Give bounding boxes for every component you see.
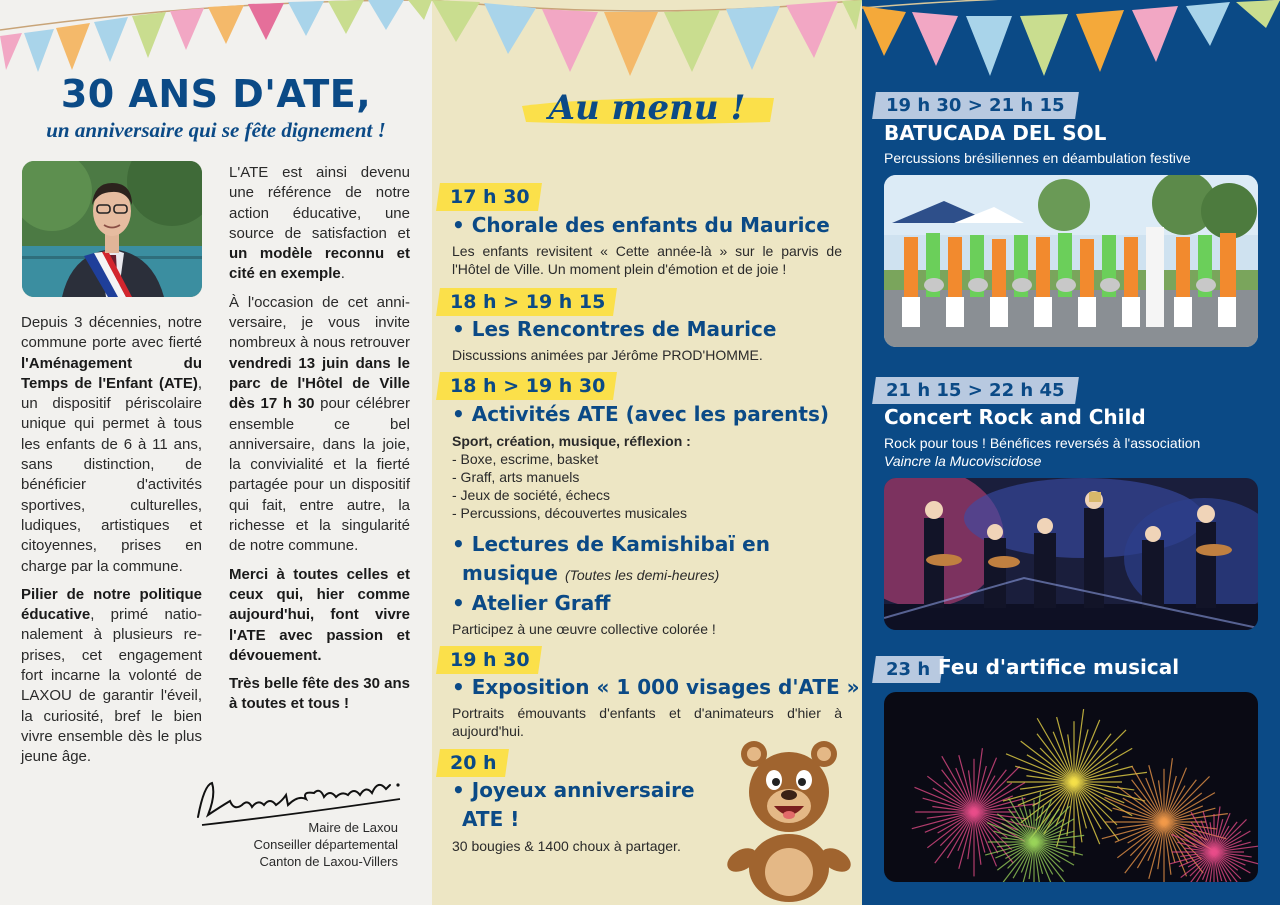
activity-description: Portraits émouvants d'enfants et d'animateurs d'hier à aujourd'hui. [452,705,842,739]
edito-paragraph: Depuis 3 décennies, notre commune porte avec fierté l'Aménagement du Temps de l'Enfant (ATE), un dispositif périscolaire unique qui permet à tous les enfants de 6 à 11 ans, sans distinction, de bénéficier d'activités sportives, culturelles, ludiques, artistiques et citoyennes, prises en charge par la commune. [21,314,202,575]
activity-title-chorale: • Chorale des enfants du Maurice [452,213,830,237]
concert-photo [884,478,1258,630]
activity-title-anniversaire: • Joyeux anniversaire [452,778,695,802]
page-title: 30 ANS D'ATE, [60,72,372,116]
time-badge: 19 h 30 > 21 h 15 [872,92,1078,119]
edito-paragraph: À l'occasion de cet anniversaire, je vous invite nombreux à nous retrouver vendredi 13 juin dans le parc de l'Hôtel de Ville dès 17 h 30 pour célébrer ensemble ce bel anniversaire, dans la joie, la convivialité et la fierté partagée pour un dispositif qui fait, entre autre, la richesse et la singularité de notre commune. [229,293,410,555]
edito-paragraph: L'ATE est ainsi devenu une référence de notre action éducative, une source de satisfaction et un modèle reconnu et cité en exemple. [229,164,410,283]
event-description: Percussions brésiliennes en déambulation festive [884,150,1191,166]
activity-description: Discussions animées par Jérôme PROD'HOMME. [452,347,763,363]
page-subtitle: un anniversaire qui se fête dignement ! [46,118,386,142]
bunting-decoration [432,0,862,90]
activity-list-item: - Boxe, escrime, basket [452,451,599,467]
evening-panel [862,0,1280,905]
edito-paragraph: Pilier de notre politique éducative, primé nationalement à plusieurs reprises, cet engagement fort incarne la volonté de LAXOU de garantir l'éveil, la curiosité, bref le bien vivre ensemble dès le plus jeune âge. [21,585,202,766]
time-badge: 21 h 15 > 22 h 45 [872,377,1078,404]
bunting-decoration [862,0,1280,80]
menu-title: Au menu ! [548,88,746,128]
activity-description: Participez à une œuvre collective colorée ! [452,621,716,637]
activity-title-kamishibai-2: musique (Toutes les demi-heures) [462,561,720,585]
edito-column-2 [229,163,410,723]
activity-title-exposition: • Exposition « 1 000 visages d'ATE » [452,675,860,699]
edito-column-1 [21,313,202,776]
activity-list-item: - Graff, arts manuels [452,469,580,485]
activity-description: Les enfants revisitent « Cette année-là » sur le parvis de l'Hôtel de Ville. Un moment plein d'émotion et de joie ! [452,243,842,277]
time-badge: 23 h [872,656,944,683]
event-description: Rock pour tous ! Bénéfices reversés à l'association Vaincre la Mucoviscidose [884,435,1201,469]
edito-closing: Très belle fête des 30 ans à toutes et tous ! [229,675,410,713]
activity-list-item: - Jeux de société, échecs [452,487,610,503]
activity-title-ate: • Activités ATE (avec les parents) [452,402,830,426]
fireworks-photo [884,692,1258,882]
activity-list-title: Sport, création, musique, réflexion : [452,433,691,449]
activity-list-item: - Percussions, découvertes musicales [452,505,687,521]
signatory: Maire de Laxou Conseiller départemental Canton de Laxou-Villers [253,820,398,869]
activity-title-graff: • Atelier Graff [452,591,611,615]
activity-title-anniversaire-2: ATE ! [462,807,520,831]
menu-panel [432,0,862,905]
batucada-photo [884,175,1258,347]
edito-panel [0,0,432,905]
event-title-concert: Concert Rock and Child [884,405,1146,429]
event-title-fireworks: Feu d'artifice musical [938,655,1180,679]
time-badge: 18 h > 19 h 15 [436,288,617,316]
time-badge: 19 h 30 [436,646,542,674]
edito-thanks: Merci à toutes celles et ceux qui, hier comme aujourd'hui, font vivre l'ATE avec passion et dévouement. [229,565,410,664]
mayor-photo [22,161,202,297]
time-badge: 18 h > 19 h 30 [436,372,617,400]
time-badge: 17 h 30 [436,183,542,211]
activity-title-kamishibai: • Lectures de Kamishibaï en [452,532,770,556]
event-title-batucada: BATUCADA DEL SOL [884,121,1107,145]
bear-mascot-illustration [722,740,857,905]
activity-description: 30 bougies & 1400 choux à partager. [452,838,681,854]
time-badge: 20 h [436,749,509,777]
activity-title-rencontres: • Les Rencontres de Maurice [452,317,777,341]
